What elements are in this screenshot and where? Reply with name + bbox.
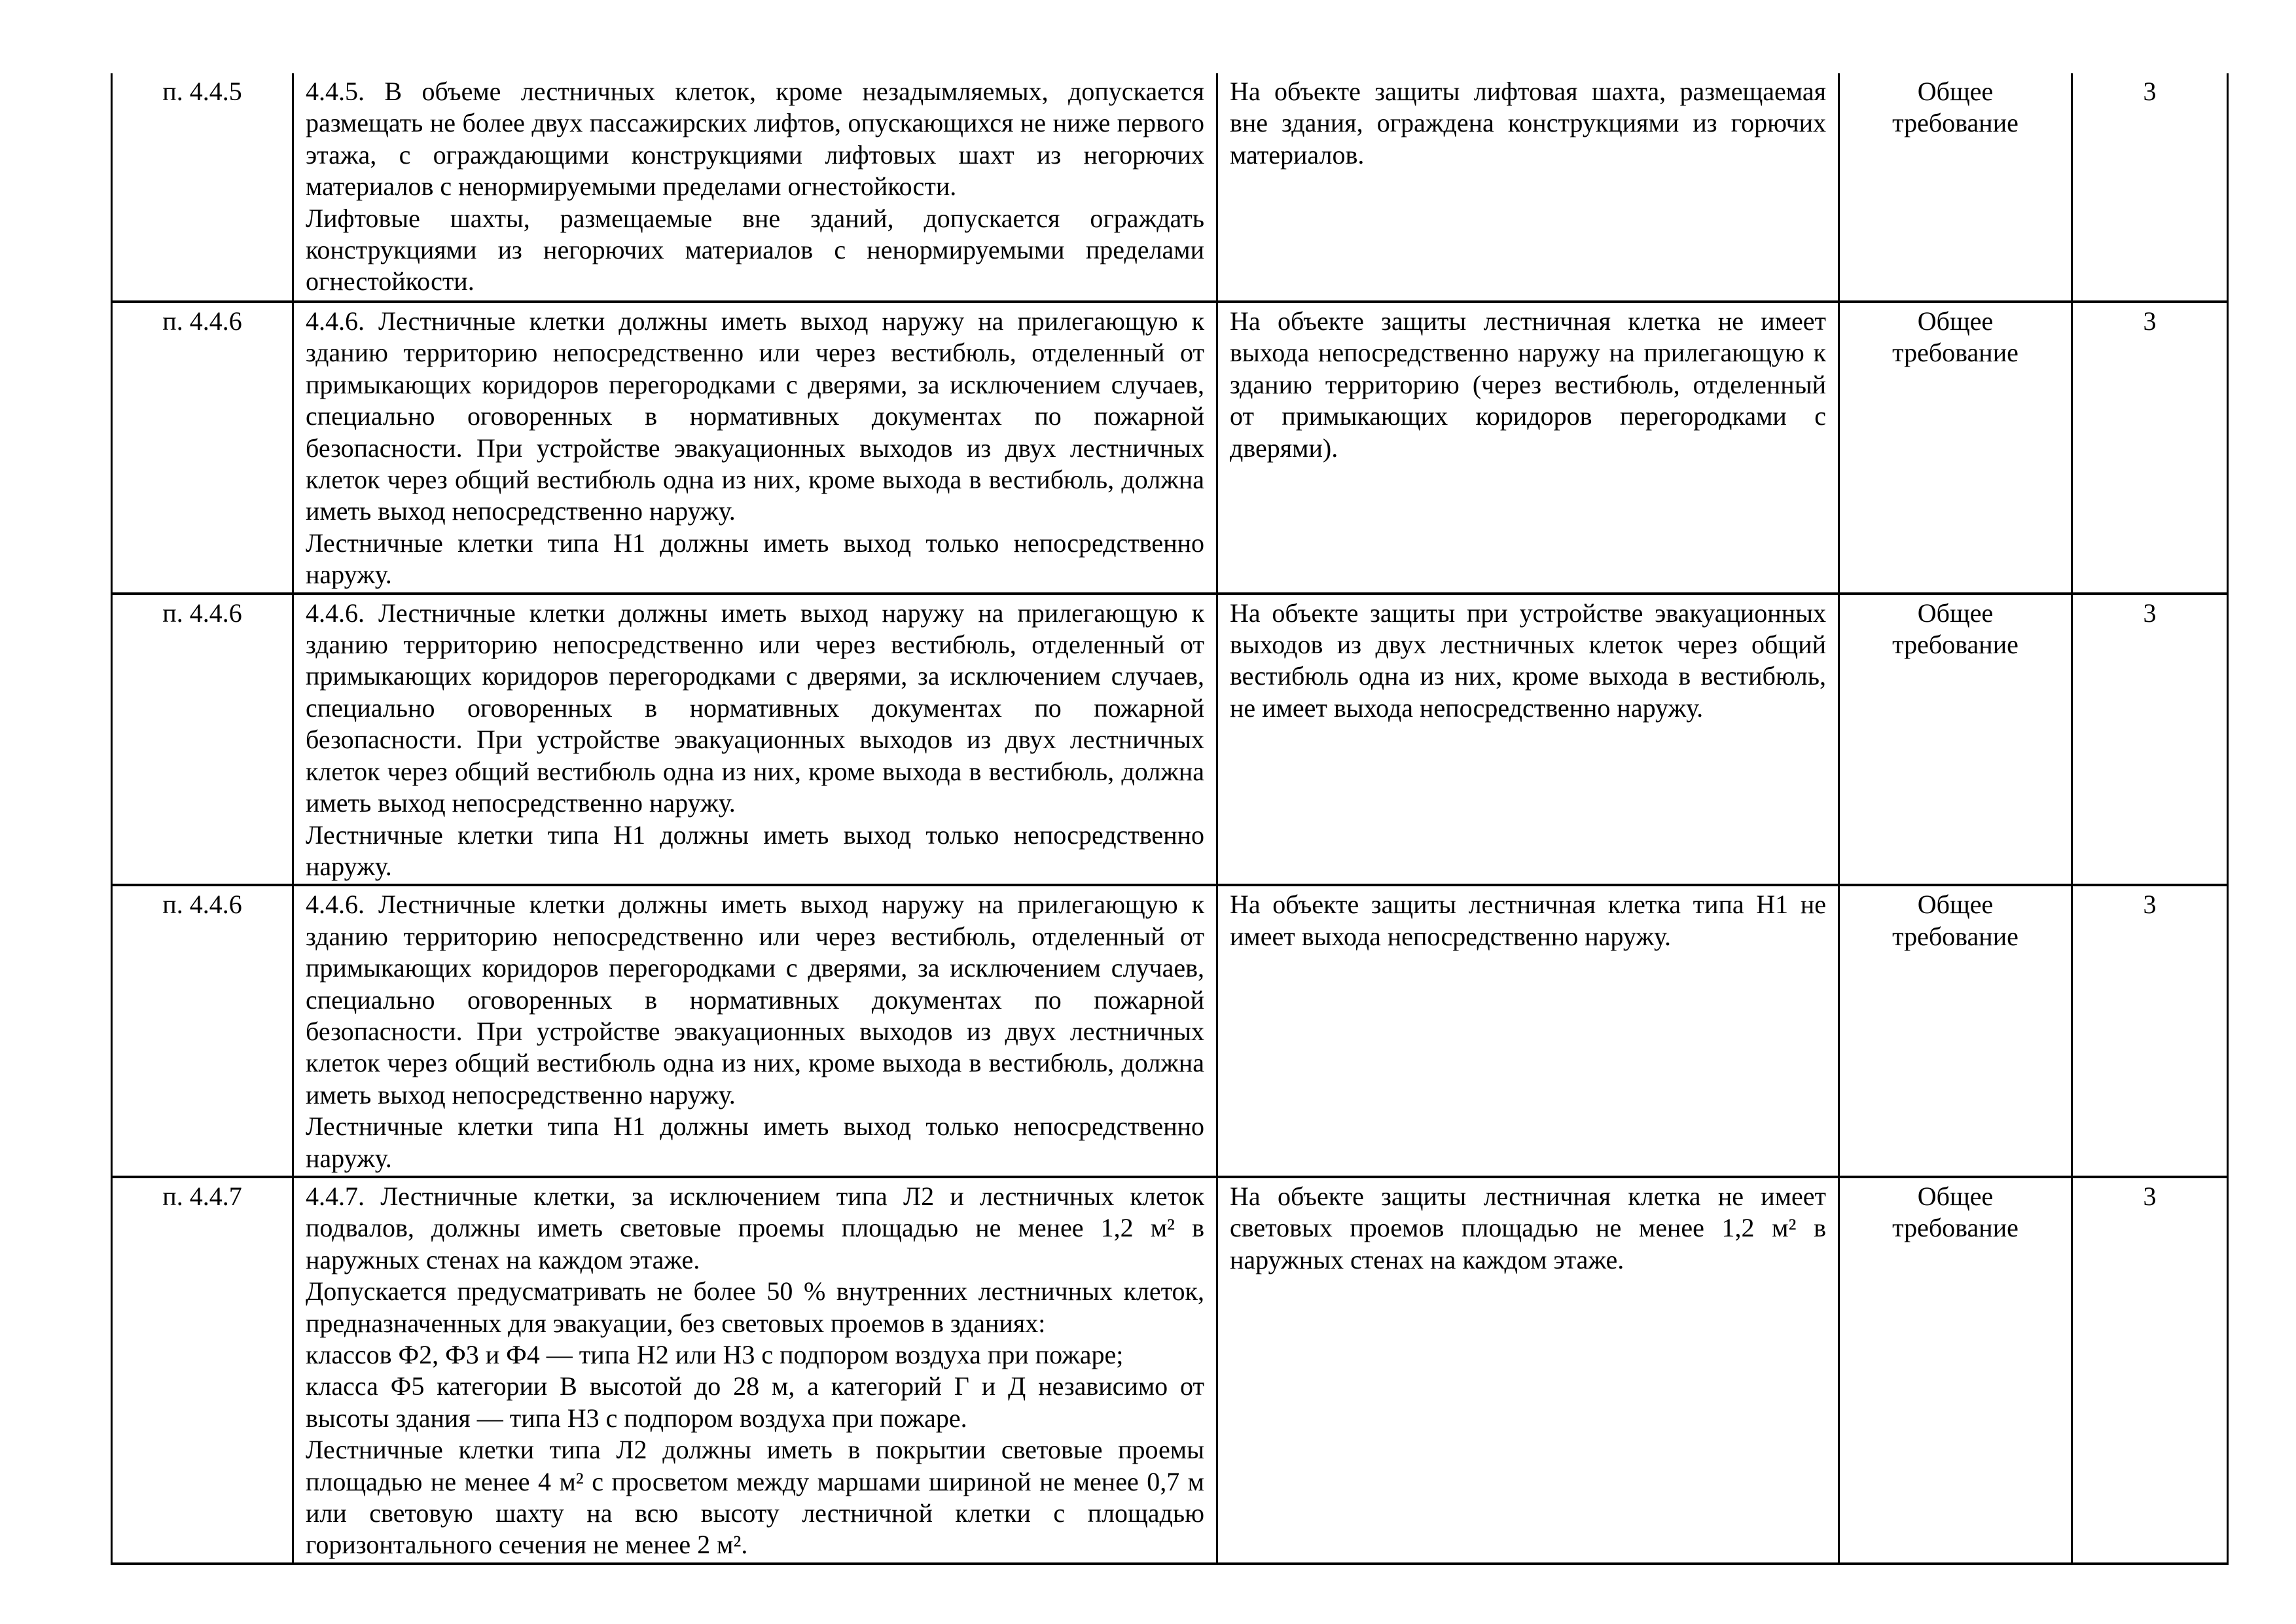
clause-ref-cell: п. 4.4.6 xyxy=(112,885,293,1177)
requirement-paragraph: Лестничные клетки типа Л2 должны иметь в покрытии световые проемы площадью не менее 4 м² с просветом между маршами шириной не менее 0,7 м или световую шахту на всю высоту лестничной клетки с площадью горизонтального сечения не менее 2 м². xyxy=(306,1435,1204,1560)
category-cell: 3 xyxy=(2072,302,2228,594)
requirement-paragraph: класса Ф5 категории В высотой до 28 м, а категорий Г и Д независимо от высоты здания — типа Н3 с подпором воздуха при пожаре. xyxy=(306,1371,1204,1433)
requirement-paragraph: 4.4.6. Лестничные клетки должны иметь выход наружу на прилегающую к зданию территорию непосредственно или через вестибюль, отделенный от примыкающих коридоров перегородками с дверями, за исключением случаев, специально оговоренных в нормативных документах по пожарной безопасности. При устройстве эвакуационных выходов из двух лестничных клеток через общий вестибюль одна из них, кроме выхода в вестибюль, должна иметь выход непосредственно наружу. xyxy=(306,890,1204,1110)
violation-cell: На объекте защиты лестничная клетка не имеет световых проемов площадью не менее 1,2 м² в наружных стенах на каждом этаже. xyxy=(1217,1177,1839,1564)
requirement-cell xyxy=(293,885,1217,1177)
violation-cell: На объекте защиты лифтовая шахта, размещаемая вне здания, ограждена конструкциями из горючих материалов. xyxy=(1217,73,1839,302)
requirement-type-cell: Общее требование xyxy=(1839,1177,2072,1564)
requirement-paragraph: 4.4.6. Лестничные клетки должны иметь выход наружу на прилегающую к зданию территорию непосредственно или через вестибюль, отделенный от примыкающих коридоров перегородками с дверями, за исключением случаев, специально оговоренных в нормативных документах по пожарной безопасности. При устройстве эвакуационных выходов из двух лестничных клеток через общий вестибюль одна из них, кроме выхода в вестибюль, должна иметь выход непосредственно наружу. xyxy=(306,598,1204,818)
clause-ref-cell: п. 4.4.5 xyxy=(112,73,293,302)
requirement-cell xyxy=(293,1177,1217,1564)
clause-ref-cell: п. 4.4.6 xyxy=(112,594,293,886)
requirement-paragraph: 4.4.5. В объеме лестничных клеток, кроме незадымляемых, допускается размещать не более двух пассажирских лифтов, опускающихся не ниже первого этажа, с ограждающими конструкциями лифтовых шахт из негорючих материалов с ненормируемыми пределами огнестойкости. xyxy=(306,77,1204,202)
requirement-cell xyxy=(293,73,1217,302)
violation-cell: На объекте защиты при устройстве эвакуационных выходов из двух лестничных клеток через общий вестибюль одна из них, кроме выхода в вестибюль, не имеет выхода непосредственно наружу. xyxy=(1217,594,1839,886)
requirement-paragraph: Лестничные клетки типа Н1 должны иметь выход только непосредственно наружу. xyxy=(306,528,1204,590)
category-cell: 3 xyxy=(2072,73,2228,302)
requirement-paragraph: классов Ф2, Ф3 и Ф4 — типа Н2 или Н3 с подпором воздуха при пожаре; xyxy=(306,1340,1124,1369)
category-cell: 3 xyxy=(2072,885,2228,1177)
requirement-paragraph: 4.4.7. Лестничные клетки, за исключением типа Л2 и лестничных клеток подвалов, должны иметь световые проемы площадью не менее 1,2 м² в наружных стенах на каждом этаже. xyxy=(306,1181,1204,1274)
table-row xyxy=(112,594,2228,886)
table-row xyxy=(112,302,2228,594)
requirement-type-cell: Общее требование xyxy=(1839,594,2072,886)
requirement-cell xyxy=(293,594,1217,886)
category-cell: 3 xyxy=(2072,594,2228,886)
requirement-paragraph: Лифтовые шахты, размещаемые вне зданий, допускается ограждать конструкциями из негорючих материалов с ненормируемыми пределами огнестойкости. xyxy=(306,203,1204,297)
category-cell: 3 xyxy=(2072,1177,2228,1564)
requirement-type-cell: Общее требование xyxy=(1839,73,2072,302)
requirement-cell xyxy=(293,302,1217,594)
table-row xyxy=(112,1177,2228,1564)
requirements-table xyxy=(111,73,2229,1565)
requirement-paragraph: 4.4.6. Лестничные клетки должны иметь выход наружу на прилегающую к зданию территорию непосредственно или через вестибюль, отделенный от примыкающих коридоров перегородками с дверями, за исключением случаев, специально оговоренных в нормативных документах по пожарной безопасности. При устройстве эвакуационных выходов из двух лестничных клеток через общий вестибюль одна из них, кроме выхода в вестибюль, должна иметь выход непосредственно наружу. xyxy=(306,306,1204,526)
clause-ref-cell: п. 4.4.6 xyxy=(112,302,293,594)
violation-cell: На объекте защиты лестничная клетка не имеет выхода непосредственно наружу на прилегающую к зданию территорию (через вестибюль, отделенный от примыкающих коридоров перегородками с дверями). xyxy=(1217,302,1839,594)
requirement-type-cell: Общее требование xyxy=(1839,302,2072,594)
table-row xyxy=(112,885,2228,1177)
table-body xyxy=(112,73,2228,1564)
requirement-paragraph: Лестничные клетки типа Н1 должны иметь выход только непосредственно наружу. xyxy=(306,820,1204,881)
clause-ref-cell: п. 4.4.7 xyxy=(112,1177,293,1564)
requirement-type-cell: Общее требование xyxy=(1839,885,2072,1177)
requirement-paragraph: Допускается предусматривать не более 50 % внутренних лестничных клеток, предназначенных для эвакуации, без световых проемов в зданиях: xyxy=(306,1276,1204,1338)
violation-cell: На объекте защиты лестничная клетка типа Н1 не имеет выхода непосредственно наружу. xyxy=(1217,885,1839,1177)
requirement-paragraph: Лестничные клетки типа Н1 должны иметь выход только непосредственно наружу. xyxy=(306,1111,1204,1173)
table-row xyxy=(112,73,2228,302)
